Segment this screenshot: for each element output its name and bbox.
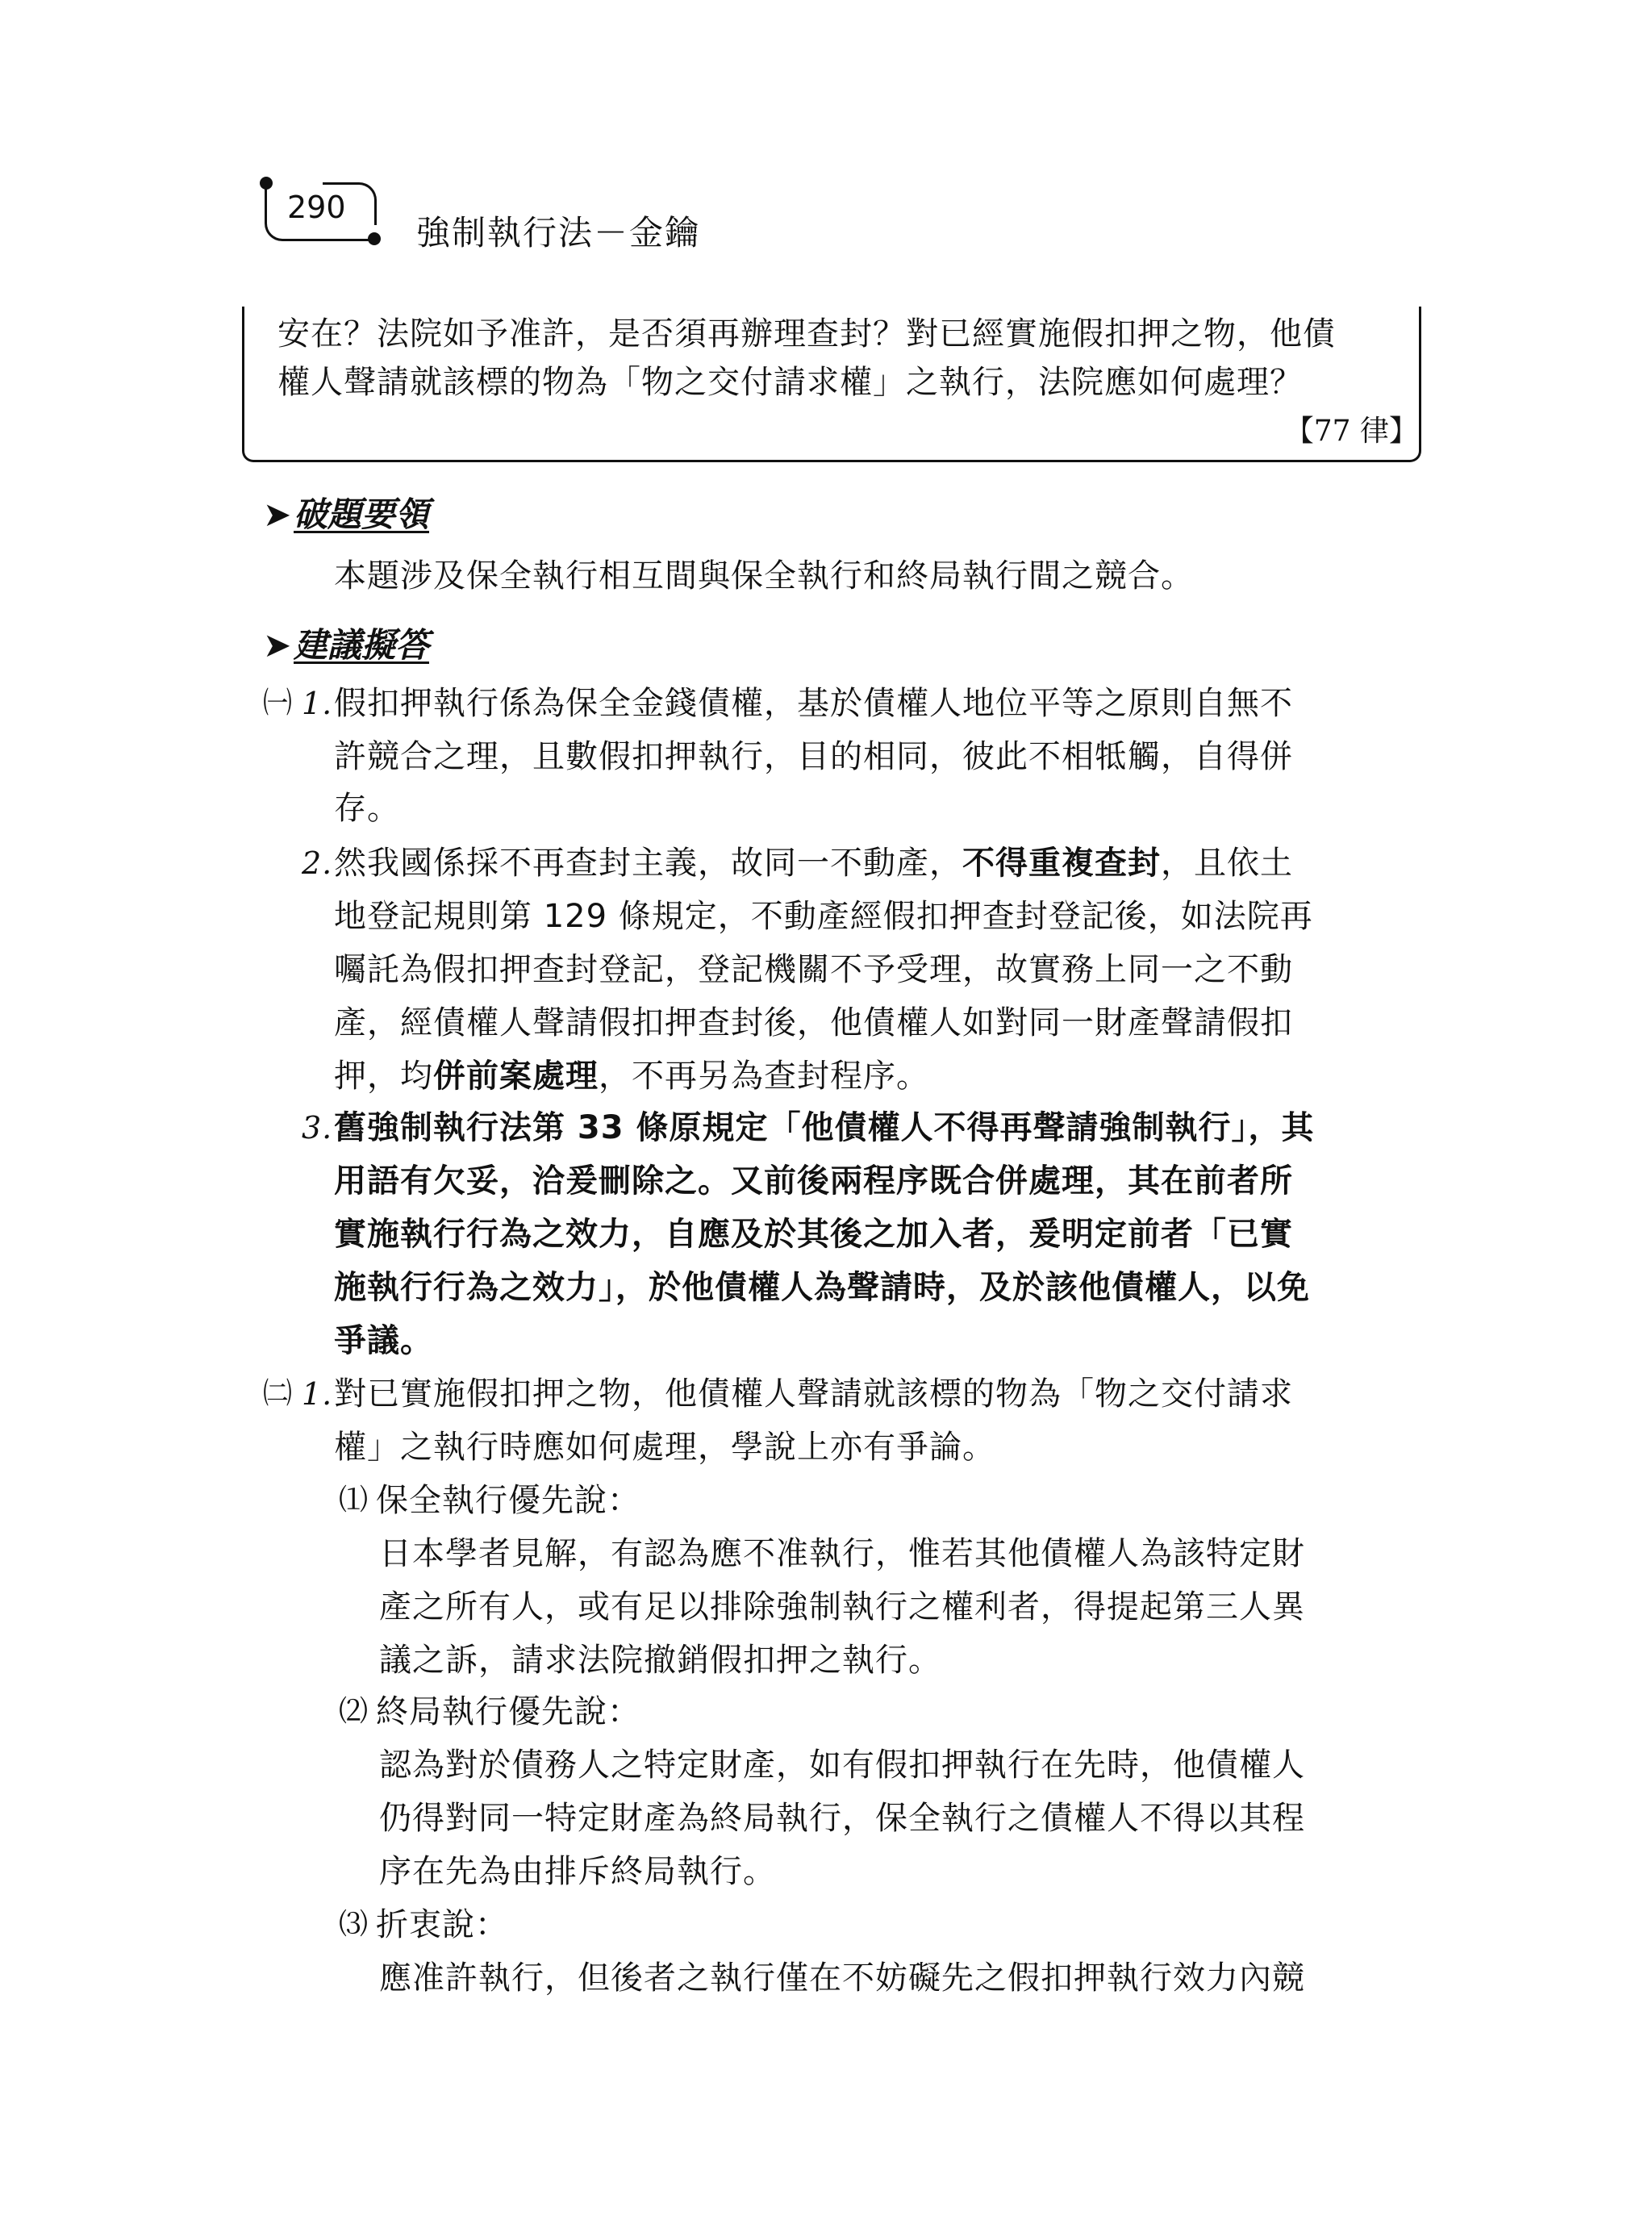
item2-line-2: 地登記規則第 129 條規定，不動產經假扣押查封登記後，如法院再 (334, 898, 1313, 935)
sub1-line-1: 日本學者見解，有認為應不准執行，惟若其他債權人為該特定財 (379, 1535, 1305, 1572)
emphasis-merge-case: 併前案處理 (433, 1058, 599, 1095)
question-source: 【77 律】 (1284, 415, 1418, 448)
section-marker-2: ㈡ (263, 1377, 294, 1410)
item3-line-3: 實施執行行為之效力，自應及於其後之加入者，爰明定前者「已實 (334, 1216, 1293, 1253)
item4-line-1: 對已實施假扣押之物，他債權人聲請就該標的物為「物之交付請求 (334, 1375, 1293, 1413)
question-line-2: 權人聲請就該標的物為「物之交付請求權」之執行，法院應如何處理？ (277, 364, 1303, 401)
heading-suggested-answer: ➤建議擬答 (263, 621, 429, 670)
sub2-title: 終局執行優先說： (376, 1693, 640, 1730)
item2-line-4: 產，經債權人聲請假扣押查封後，他債權人如對同一財產聲請假扣 (334, 1004, 1293, 1041)
item2-line-3: 囑託為假扣押查封登記，登記機關不予受理，故實務上同一之不動 (334, 951, 1293, 988)
sub1-line-2: 產之所有人，或有足以排除強制執行之權利者，得提起第三人異 (379, 1588, 1305, 1626)
sub2-line-2: 仍得對同一特定財產為終局執行，保全執行之債權人不得以其程 (379, 1800, 1305, 1837)
arrow-bullet-icon: ➤ (263, 625, 292, 665)
item-number-3: 3. (302, 1110, 333, 1146)
sub1-title: 保全執行優先說： (376, 1482, 640, 1519)
item-number-2: 2. (302, 845, 333, 881)
item-number-4: 1. (302, 1376, 333, 1412)
frame-dot-bottom (368, 232, 381, 245)
item3-line-4: 施執行行為之效力」，於他債權人為聲請時，及於該他債權人，以免 (334, 1269, 1310, 1306)
sub-marker-1: ⑴ (339, 1484, 369, 1517)
sub2-line-3: 序在先為由排斥終局執行。 (379, 1853, 776, 1890)
item2-line-5: 押，均併前案處理，不再另為查封程序。 (334, 1058, 929, 1095)
item1-line-2: 許競合之理，且數假扣押執行，目的相同，彼此不相牴觸，自得併 (334, 738, 1293, 775)
running-title: 強制執行法－金鑰 (416, 213, 701, 252)
item3-line-1: 舊強制執行法第 33 條原規定「他債權人不得再聲請強制執行」，其 (334, 1109, 1315, 1146)
sub2-line-1: 認為對於債務人之特定財產，如有假扣押執行在先時，他債權人 (379, 1747, 1305, 1784)
sub-marker-2: ⑵ (339, 1695, 369, 1728)
item1-line-3: 存。 (334, 790, 400, 827)
item1-line-1: 假扣押執行係為保全金錢債權，基於債權人地位平等之原則自無不 (334, 685, 1293, 722)
sub-marker-3: ⑶ (339, 1908, 369, 1941)
item3-line-5: 爭議。 (334, 1322, 433, 1359)
frame-dot-top (260, 177, 273, 190)
item3-line-2: 用語有欠妥，洽爰刪除之。又前後兩程序既合併處理，其在前者所 (334, 1162, 1293, 1200)
item4-line-2: 權」之執行時應如何處理，學說上亦有爭論。 (334, 1429, 995, 1466)
page-number: 290 (287, 190, 346, 225)
item-number-1: 1. (302, 686, 333, 721)
heading-key-points: ➤破題要領 (263, 490, 429, 539)
section-marker-1: ㈠ (263, 687, 294, 720)
intro-paragraph: 本題涉及保全執行相互間與保全執行和終局執行間之競合。 (334, 557, 1194, 595)
sub3-line-1: 應准許執行，但後者之執行僅在不妨礙先之假扣押執行效力內競 (379, 1959, 1305, 1997)
emphasis-no-double-seizure: 不得重複查封 (962, 845, 1161, 882)
item2-line-1: 然我國係採不再查封主義，故同一不動產，不得重複查封，且依土 (334, 845, 1293, 882)
arrow-bullet-icon: ➤ (263, 495, 292, 534)
question-line-1: 安在？法院如予准許，是否須再辦理查封？對已經實施假扣押之物，他債 (277, 315, 1336, 353)
sub1-line-3: 議之訴，請求法院撤銷假扣押之執行。 (379, 1642, 941, 1679)
sub3-title: 折衷說： (376, 1906, 508, 1943)
